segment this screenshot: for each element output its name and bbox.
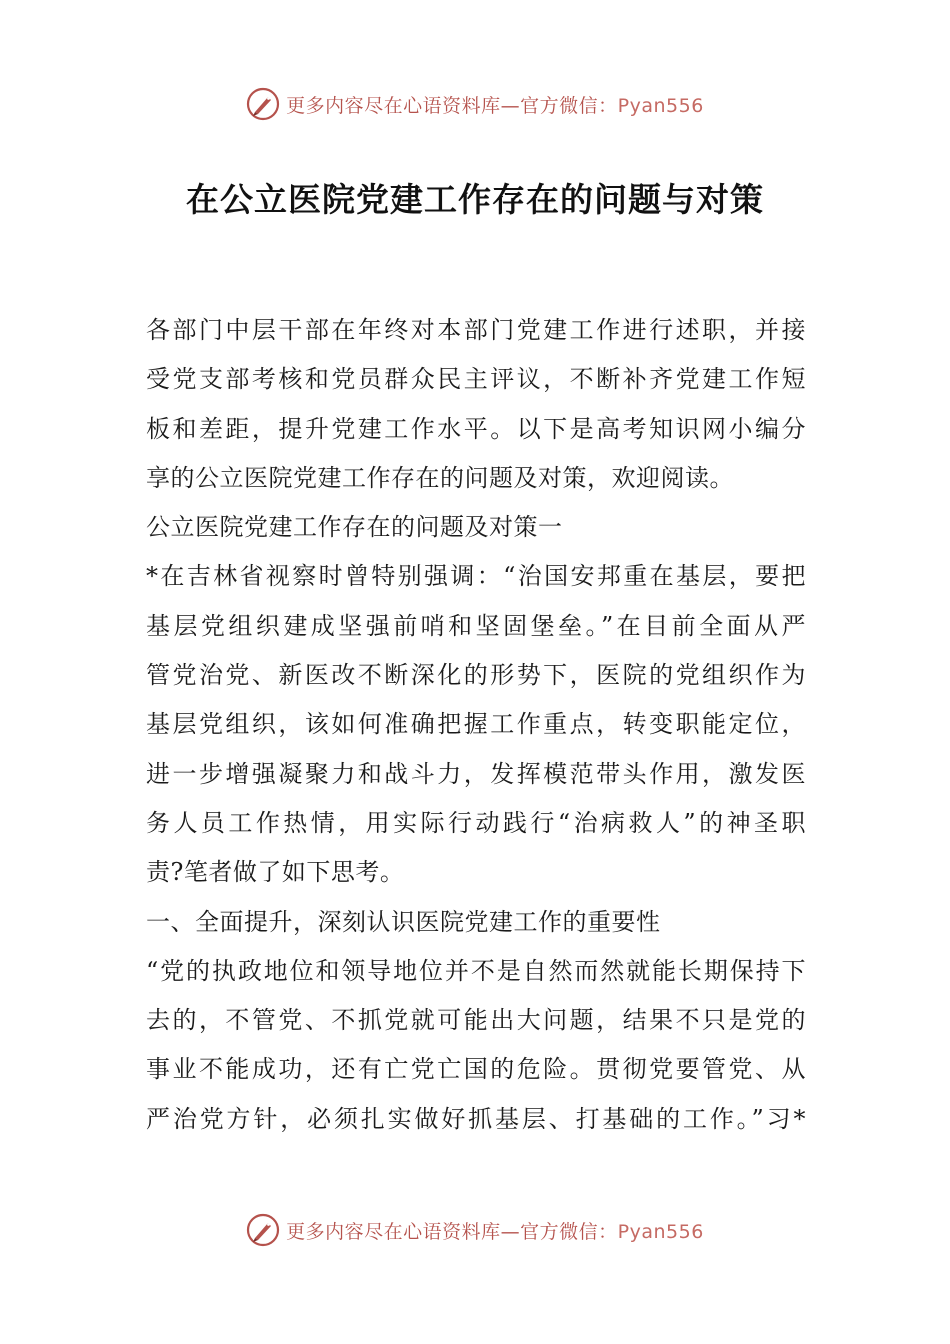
header-watermark [0,80,950,128]
body-line: 严治党方针，必须扎实做好抓基层、打基础的工作。”习* [146,1104,806,1133]
body-line: 事业不能成功，还有亡党亡国的危险。贯彻党要管党、从 [146,1055,806,1084]
section-heading: 一、全面提升，深刻认识医院党建工作的重要性 [146,907,661,936]
document-title: 在公立医院党建工作存在的问题与对策 [186,180,764,219]
watermark-text: 更多内容尽在心语资料库—官方微信：Pyan556 [286,1220,704,1243]
section-heading: 公立医院党建工作存在的问题及对策一 [146,513,563,542]
body-line: 板和差距，提升党建工作水平。以下是高考知识网小编分 [146,414,806,443]
body-line: 受党支部考核和党员群众民主评议，不断补齐党建工作短 [146,365,806,394]
body-line: 责?笔者做了如下思考。 [146,858,405,887]
document-body [146,306,806,1144]
body-line: 进一步增强凝聚力和战斗力，发挥模范带头作用，激发医 [146,759,806,788]
watermark-text: 更多内容尽在心语资料库—官方微信：Pyan556 [286,94,704,117]
pen-nib-logo-icon [246,1213,280,1247]
pen-nib-logo-icon [246,87,280,121]
body-line: 各部门中层干部在年终对本部门党建工作进行述职，并接 [146,316,806,344]
body-line: *在吉林省视察时曾特别强调：“治国安邦重在基层，要把 [146,562,806,591]
body-line: 管党治党、新医改不断深化的形势下，医院的党组织作为 [146,661,806,690]
body-line: “党的执政地位和领导地位并不是自然而然就能长期保持下 [146,956,806,985]
body-line: 基层党组织，该如何准确把握工作重点，转变职能定位， [146,710,806,739]
body-line: 基层党组织建成坚强前哨和坚固堡垒。”在目前全面从严 [146,611,806,640]
footer-watermark [0,1206,950,1254]
body-line: 去的，不管党、不抓党就可能出大问题，结果不只是党的 [146,1006,806,1035]
body-line: 务人员工作热情，用实际行动践行“治病救人”的神圣职 [146,808,806,837]
body-line: 享的公立医院党建工作存在的问题及对策，欢迎阅读。 [146,463,734,492]
